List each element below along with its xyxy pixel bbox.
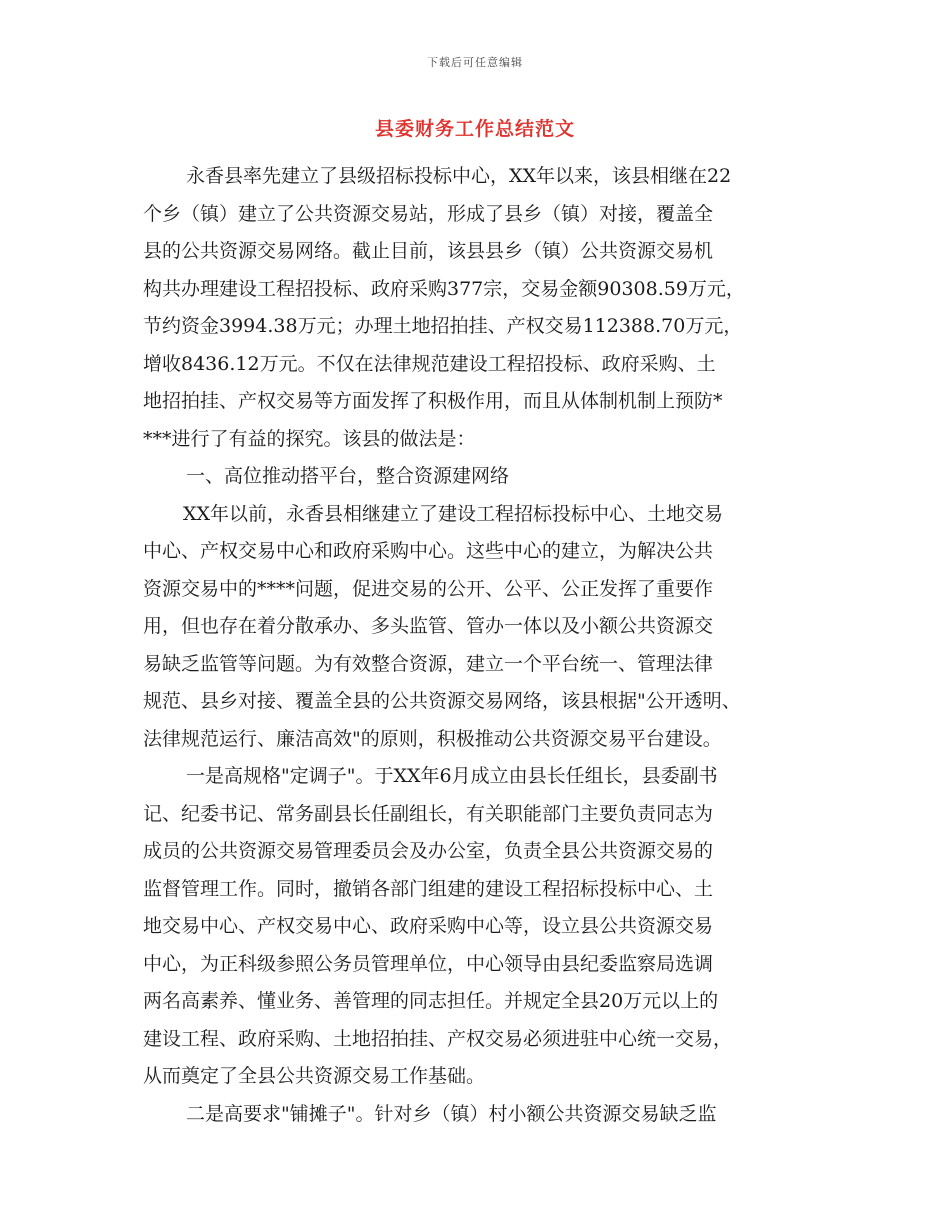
paragraph-line: 一是高规格"定调子"。于XX年6月成立由县长任组长，县委副书 xyxy=(186,765,718,787)
paragraph-line: 县的公共资源交易网络。截止目前，该县县乡（镇）公共资源交易机 xyxy=(143,240,714,262)
paragraph-line: 节约资金3994.38万元；办理土地招拍挂、产权交易112388.70万元， xyxy=(143,315,743,337)
paragraph-line: 法律规范运行、廉洁高效"的原则，积极推动公共资源交易平台建设。 xyxy=(143,727,722,750)
paragraph-line: 两名高素养、懂业务、善管理的同志担任。并规定全县20万元以上的 xyxy=(143,990,719,1012)
paragraph-line: 中心，为正科级参照公务员管理单位，中心领导由县纪委监察局选调 xyxy=(143,952,714,975)
paragraph-line: 地招拍挂、产权交易等方面发挥了积极作用，而且从体制机制上预防* xyxy=(143,390,723,412)
paragraph-line: ***进行了有益的探究。该县的做法是： xyxy=(143,427,476,450)
paragraph-line: 资源交易中的****问题，促进交易的公开、公平、公正发挥了重要作 xyxy=(143,577,714,600)
paragraph-line: 建设工程、政府采购、土地招拍挂、产权交易必须进驻中心统一交易， xyxy=(143,1027,733,1050)
paragraph-line: 监督管理工作。同时，撤销各部门组建的建设工程招标投标中心、土 xyxy=(143,877,714,900)
header-note: 下载后可任意编辑 xyxy=(427,56,523,69)
paragraph-line: 地交易中心、产权交易中心、政府采购中心等，设立县公共资源交易 xyxy=(143,915,714,937)
paragraph-line: 增收8436.12万元。不仅在法律规范建设工程招投标、政府采购、土 xyxy=(143,352,716,375)
paragraph-line: 构共办理建设工程招投标、政府采购377宗，交易金额90308.59万元， xyxy=(143,277,745,300)
paragraph-line: 成员的公共资源交易管理委员会及办公室，负责全县公共资源交易的 xyxy=(143,840,714,862)
paragraph-line: 个乡（镇）建立了公共资源交易站，形成了县乡（镇）对接，覆盖全 xyxy=(143,202,714,225)
paragraph-line: 规范、县乡对接、覆盖全县的公共资源交易网络，该县根据"公开透明、 xyxy=(143,690,741,712)
paragraph-line: 二是高要求"铺摊子"。针对乡（镇）村小额公共资源交易缺乏监 xyxy=(186,1102,717,1125)
paragraph-line: 记、纪委书记、常务副县长任副组长，有关职能部门主要负责同志为 xyxy=(143,802,714,825)
paragraph-line: XX年以前，永香县相继建立了建设工程招标投标中心、土地交易 xyxy=(183,502,724,525)
section-heading: 一、高位推动搭平台，整合资源建网络 xyxy=(186,465,510,487)
paragraph-line: 从而奠定了全县公共资源交易工作基础。 xyxy=(143,1065,486,1087)
paragraph-line: 永香县率先建立了县级招标投标中心，XX年以来，该县相继在22 xyxy=(186,165,732,187)
paragraph-line: 易缺乏监管等问题。为有效整合资源，建立一个平台统一、管理法律 xyxy=(143,652,714,675)
document-title: 县委财务工作总结范文 xyxy=(374,118,575,140)
document-body xyxy=(143,158,815,1133)
paragraph-line: 用，但也存在着分散承办、多头监管、管办一体以及小额公共资源交 xyxy=(143,615,714,637)
paragraph-line: 中心、产权交易中心和政府采购中心。这些中心的建立，为解决公共 xyxy=(143,540,714,562)
